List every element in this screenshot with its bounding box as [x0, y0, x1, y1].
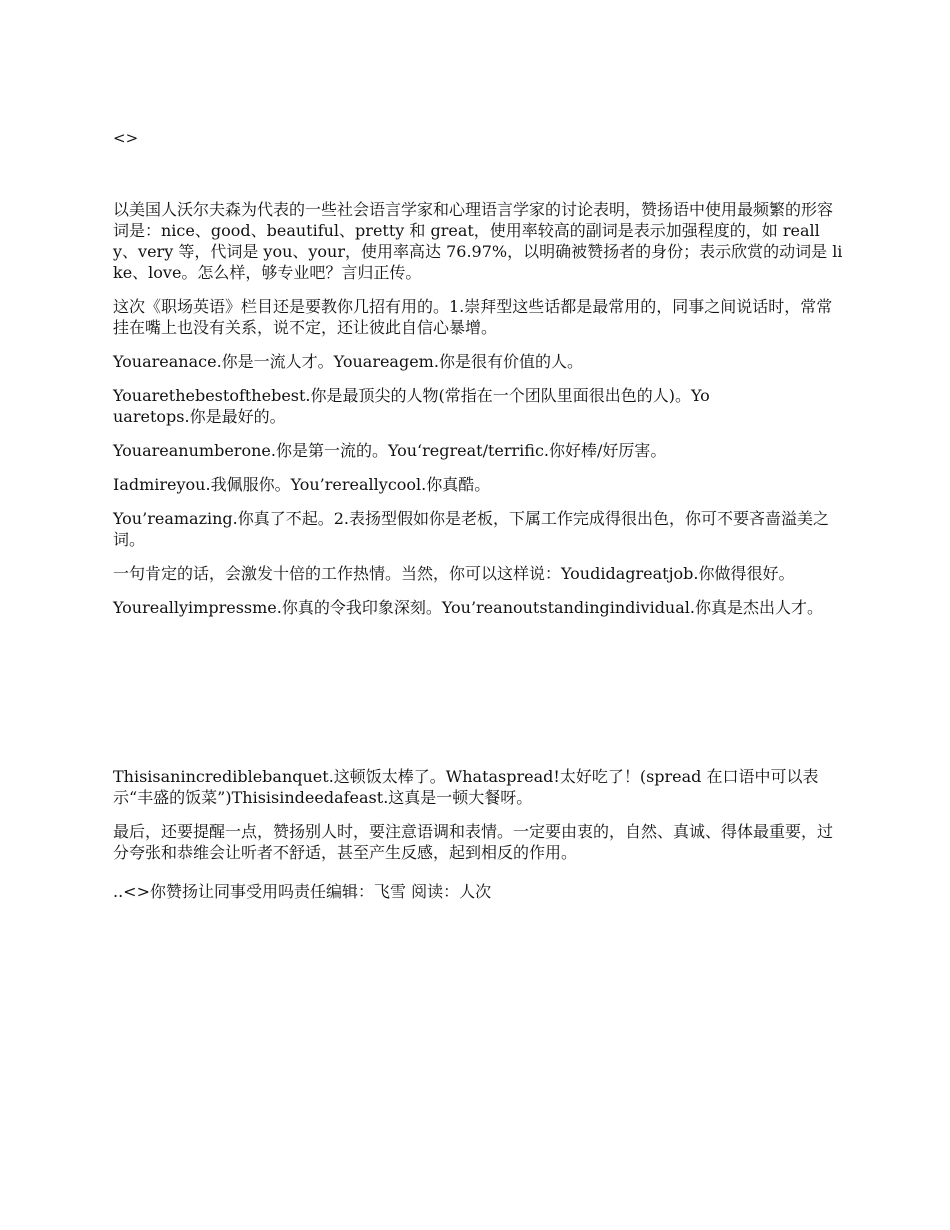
paragraph: Youareanace.你是一流人才。Youareagem.你是很有价值的人。 [113, 352, 583, 371]
content-block-2 [113, 766, 843, 876]
paragraph: You’reamazing.你真了不起。2.表扬型假如你是老板，下属工作完成得很出色，你可不要吝啬溢美之词。 [113, 509, 830, 549]
paragraph: Thisisanincrediblebanquet.这顿饭太棒了。Whataspread!太好吃了！(spread 在口语中可以表示“丰盛的饭菜”)Thisisindeedafeast.这真是一顿大餐呀。 [113, 767, 819, 807]
paragraph: 以美国人沃尔夫森为代表的一些社会语言学家和心理语言学家的讨论表明，赞扬语中使用最频繁的形容词是：nice、good、beautiful、pretty 和 great，使用率较高的副词是表示加强程度的，如 really、very 等，代词是 you、your，使用率高达 76.97%，以明确被赞扬者的身份；表示欣赏的动词是 like、love。怎么样，够专业吧？言归正传。 [113, 200, 843, 282]
paragraph: Youarethebestofthebest.你是最顶尖的人物(常指在一个团队里面很出色的人)。Youaretops.你是最好的。 [113, 386, 710, 426]
paragraph: 这次《职场英语》栏目还是要教你几招有用的。1.崇拜型这些话都是最常用的，同事之间说话时，常常挂在嘴上也没有关系，说不定，还让彼此自信心暴增。 [113, 297, 833, 337]
footer-line: ..<>你赞扬让同事受用吗责任编辑：飞雪 阅读：人次 [113, 882, 492, 901]
paragraph: Iadmireyou.我佩服你。You’rereallycool.你真酷。 [113, 475, 491, 494]
header-mark: <> [113, 129, 139, 147]
paragraph: Youreallyimpressme.你真的令我印象深刻。You’reanoutstandingindividual.你真是杰出人才。 [113, 598, 823, 617]
paragraph: Youareanumberone.你是第一流的。You‘regreat/terrific.你好棒/好厉害。 [113, 441, 667, 460]
content-block-1 [113, 199, 843, 631]
paragraph: 一句肯定的话，会激发十倍的工作热情。当然，你可以这样说：Youdidagreatjob.你做得很好。 [113, 564, 795, 583]
paragraph: 最后，还要提醒一点，赞扬别人时，要注意语调和表情。一定要由衷的，自然、真诚、得体最重要，过分夸张和恭维会让听者不舒适，甚至产生反感，起到相反的作用。 [113, 822, 834, 862]
